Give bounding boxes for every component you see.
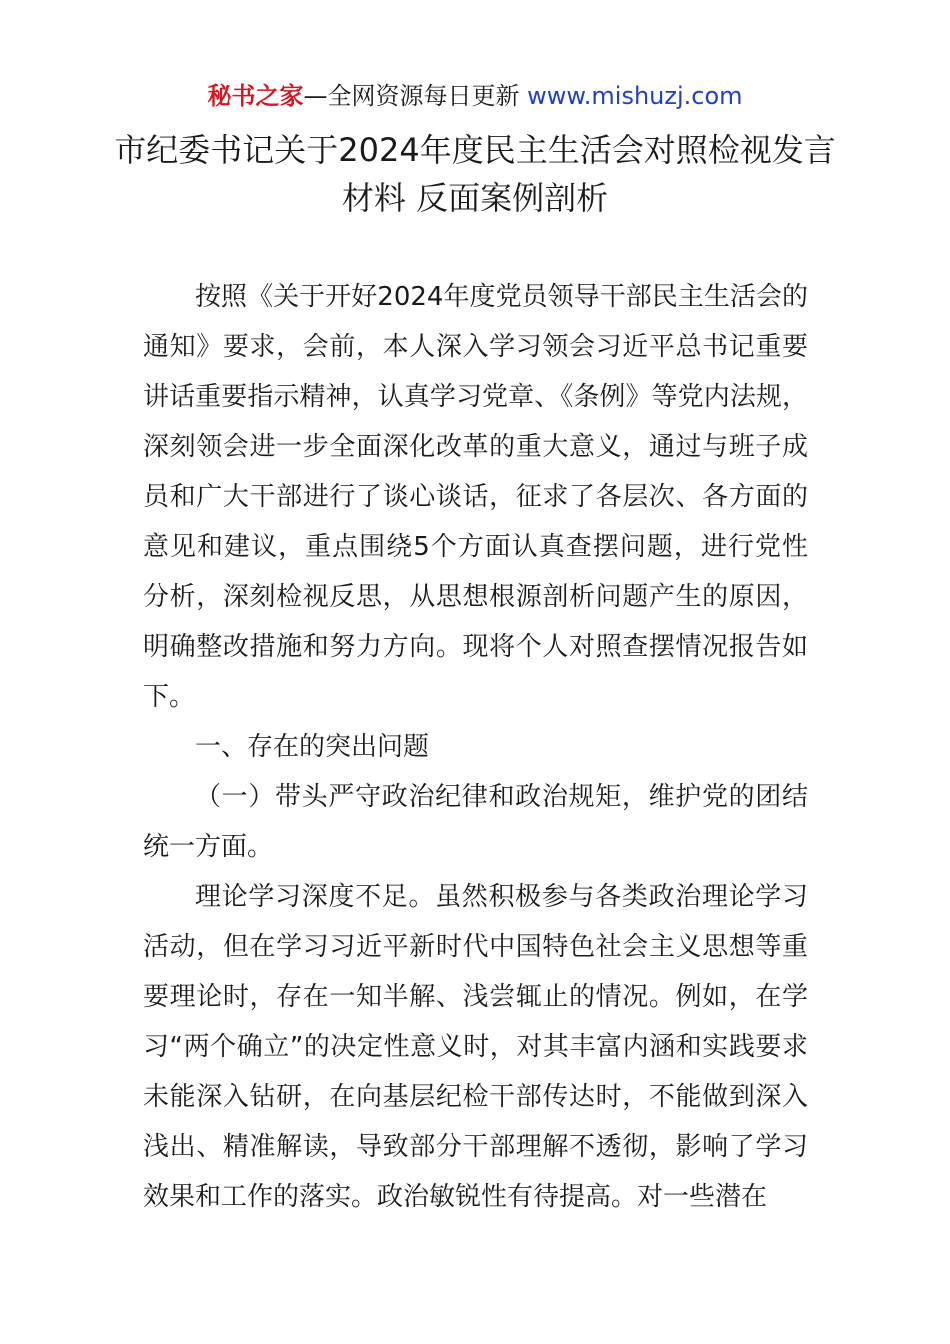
document-body xyxy=(143,272,808,1222)
section-heading: 一、存在的突出问题 xyxy=(195,732,430,762)
banner-tagline: —全网资源每日更新 xyxy=(303,82,520,110)
document-title: 市纪委书记关于2024年度民主生活会对照检视发言材料 反面案例剖析 xyxy=(114,131,836,217)
body-paragraph: 理论学习深度不足。虽然积极参与各类政治理论学习活动，但在学习习近平新时代中国特色社会主义思想等重要理论时，存在一知半解、浅尝辄止的情况。例如，在学习“两个确立”的决定性意义时，对其丰富内涵和实践要求未能深入钻研，在向基层纪检干部传达时，不能做到深入浅出、精准解读，导致部分干部理解不透彻，影响了学习效果和工作的落实。政治敏锐性有待提高。对一些潜在 xyxy=(143,882,808,1212)
intro-paragraph: 按照《关于开好2024年度党员领导干部民主生活会的通知》要求，会前，本人深入学习领会习近平总书记重要讲话重要指示精神，认真学习党章、《条例》等党内法规，深刻领会进一步全面深化改革的重大意义，通过与班子成员和广大干部进行了谈心谈话，征求了各层次、各方面的意见和建议，重点围绕5个方面认真查摆问题，进行党性分析，深刻检视反思，从思想根源剖析问题产生的原因，明确整改措施和努力方向。现将个人对照查摆情况报告如下。 xyxy=(143,282,808,712)
site-banner xyxy=(0,80,950,112)
subsection-heading: （一）带头严守政治纪律和政治规矩，维护党的团结统一方面。 xyxy=(143,782,808,862)
brand-name: 秘书之家 xyxy=(207,82,304,110)
site-url-link[interactable]: www.mishuzj.com xyxy=(527,82,743,110)
